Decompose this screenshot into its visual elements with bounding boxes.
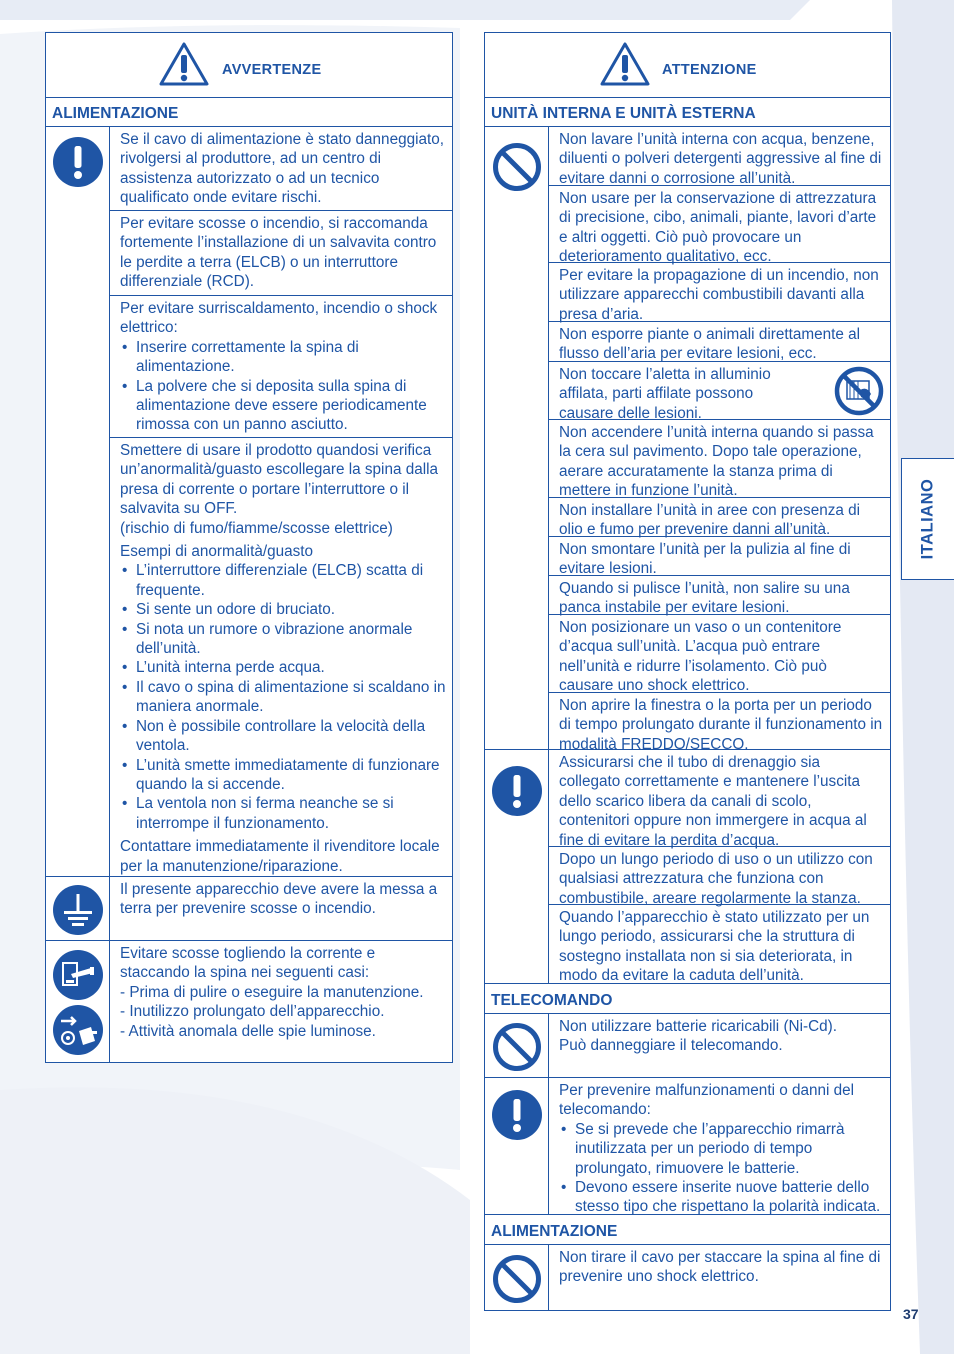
warning-cell-abnormality [110, 438, 452, 877]
icon-cell-prohibition [485, 1014, 549, 1078]
language-tab-label: ITALIANO [918, 478, 937, 560]
list-item: • Inserire correttamente la spina di alimentazione. [120, 338, 446, 377]
warning-triangle-icon [158, 41, 210, 87]
caution-text: Non usare per la conservazione di attrezzatura di precisione, cibo, animali, piante, lavori d’arte e altri oggetti. Ciò può provocare un deterioramento qualitativo, ecc. [559, 190, 877, 266]
caution-text: Per evitare la propagazione di un incendio, non utilizzare apparecchi combustibili davanti alla presa d’aria. [559, 267, 879, 323]
icon-cell-mandatory [485, 1078, 549, 1215]
warnings-header [46, 33, 452, 98]
warning-text: Evitare scosse togliendo la corrente e staccando la spina nei seguenti casi: [120, 945, 376, 982]
caution-text: Non toccare l’aletta in alluminio affilata, parti affilate possono causare delle lesioni. [559, 366, 771, 422]
caution-cell [549, 127, 890, 186]
warning-text: Per evitare surriscaldamento, incendio o shock elettrico: [120, 300, 438, 337]
section-title-remote: TELECOMANDO [485, 984, 890, 1014]
caution-title: ATTENZIONE [662, 62, 757, 78]
caution-cell [549, 186, 890, 266]
page-number: 37 [903, 1306, 919, 1322]
list-item: - Inutilizzo prolungato dell’apparecchio. [120, 1003, 385, 1021]
list-item: - Attività anomala delle spie luminose. [120, 1022, 376, 1040]
caution-text: Dopo un lungo periodo di uso o un utilizzo con qualsiasi attrezzatura che funziona con combustibile, areare regolarmente la stanza. [559, 851, 873, 907]
list-item: • Si nota un rumore o vibrazione anormale dell’unità. [120, 620, 446, 659]
list-item: • Il cavo o spina di alimentazione si scaldano in maniera anormale. [120, 678, 446, 717]
list-item: • La ventola non si ferma neanche se si interrompe il funzionamento. [120, 794, 446, 833]
caution-text: Per prevenire malfunzionamenti o danni del telecomando: [559, 1082, 855, 1119]
list-item: • L’unità interna perde acqua. [120, 658, 446, 677]
section-title-power: ALIMENTAZIONE [46, 97, 452, 127]
list-item: • La polvere che si deposita sulla spina di alimentazione deve essere periodicamente rimossa con un panno asciutto. [120, 377, 446, 435]
warning-triangle-icon [599, 41, 651, 87]
caution-text: Non accendere l’unità interna quando si passa la cera sul pavimento. Dopo tale operazione, aerare accuratamente la stanza prima di mettere in funzione l’unità. [559, 424, 874, 500]
caution-cell [549, 847, 890, 905]
no-touch-fin-icon [834, 366, 884, 416]
list-item: • L’unità smette immediatamente di funzionare quando la si accende. [120, 756, 446, 795]
language-tab[interactable] [901, 458, 954, 580]
warning-cell-elcb [110, 211, 452, 296]
warning-text: Contattare immediatamente il rivenditore locale per la manutenzione/riparazione. [120, 838, 440, 875]
list-item: - Prima di pulire o eseguire la manutenzione. [120, 983, 424, 1001]
warnings-panel [45, 32, 453, 1063]
caution-cell [549, 750, 890, 847]
section-title-units: UNITÀ INTERNA E UNITÀ ESTERNA [485, 97, 890, 127]
icon-cell-unplug [46, 941, 110, 1063]
caution-text: Non utilizzare batterie ricaricabili (Ni-Cd). [559, 1018, 837, 1035]
caution-text: Non esporre piante o animali direttamente al flusso dell’aria per evitare lesioni, ecc. [559, 326, 861, 363]
list-item: • Non è possibile controllare la velocità della ventola. [120, 717, 446, 756]
caution-text: Non lavare l’unità interna con acqua, benzene, diluenti o polveri detergenti aggressive al fine di evitare danni o corrosione all’unità. [559, 131, 882, 187]
caution-cell [549, 576, 890, 615]
warning-note: (rischio di fumo/fiamme/scosse elettrice) [120, 519, 393, 537]
caution-panel [484, 32, 891, 1311]
warning-text: Il presente apparecchio deve avere la messa a terra per prevenire scosse o incendio. [120, 881, 438, 918]
warning-cell-plug [110, 296, 452, 438]
warning-text: Se il cavo di alimentazione è stato danneggiato, rivolgersi al produttore, ad un centro di assistenza autorizzato o ad un tecnico qualificato onde evitare rischi. [120, 131, 444, 207]
icon-cell-prohibition [485, 1245, 549, 1311]
caution-cell [549, 615, 890, 693]
caution-text: Quando l’apparecchio è stato utilizzato per un lungo periodo, assicurarsi che la struttura di sostegno installata non si sia deteriorata, in modo da evitare la caduta dell’unità. [559, 909, 870, 985]
caution-cell [549, 905, 890, 984]
earth-ground-icon [53, 885, 103, 935]
prohibition-icon [492, 1022, 542, 1072]
caution-text: Non smontare l’unità per la pulizia al fine di evitare lesioni. [559, 541, 851, 578]
icon-cell-prohibition [485, 127, 549, 750]
warnings-title: AVVERTENZE [222, 62, 322, 78]
examples-title: Esempi di anormalità/guasto [120, 543, 314, 561]
list-item: • Se si prevede che l’apparecchio rimarrà inutilizzata per un periodo di tempo prolungato, rimuovere le batterie. [559, 1120, 884, 1178]
caution-text: Non posizionare un vaso o un contenitore d’acqua sull’unità. L’acqua può entrare nell’unità e ridurre l’isolamento. Ciò può causare uno shock elettrico. [559, 619, 842, 695]
caution-cell [549, 537, 890, 576]
caution-text: Può danneggiare il telecomando. [559, 1037, 783, 1055]
caution-cell [549, 420, 890, 498]
caution-cell [549, 362, 890, 420]
prohibition-icon [492, 1254, 542, 1304]
caution-text: Non tirare il cavo per staccare la spina al fine di prevenire uno shock elettrico. [559, 1249, 881, 1286]
section-title-power: ALIMENTAZIONE [485, 1215, 890, 1245]
icon-cell-earth [46, 877, 110, 941]
icon-cell-mandatory [485, 750, 549, 984]
unplug-icon [53, 1005, 103, 1055]
warning-cell-earth [110, 877, 452, 941]
warning-text: Smettere di usare il prodotto quandosi verifica un’anormalità/guasto escollegare la spina dalla presa di corrente o portare l’interruttore o il salvavita su OFF. [120, 442, 439, 518]
warning-cell-cable [110, 127, 452, 211]
caution-header [485, 33, 890, 98]
caution-text: Assicurarsi che il tubo di drenaggio sia collegato correttamente e mantenere l’uscita dello scarico libera da canali di scolo, contenitori oppure non immergere in acqua al fine di evitare la perdita d’acqua. [559, 754, 867, 849]
warning-text: Per evitare scosse o incendio, si raccomanda fortemente l’installazione di un salvavita contro le perdite a terra (ELCB) o un interruttore differenziale (RCD). [120, 215, 437, 291]
mandatory-icon [492, 1090, 542, 1140]
caution-cell [549, 693, 890, 753]
list-item: • L’interruttore differenziale (ELCB) scatta di frequente. [120, 561, 446, 600]
unplug-icon [53, 950, 103, 1000]
caution-text: Quando si pulisce l’unità, non salire su una panca instabile per evitare lesioni. [559, 580, 850, 617]
mandatory-icon [53, 137, 103, 187]
caution-text: Non aprire la finestra o la porta per un periodo di tempo prolungato durante il funzionamento in modalità FREDDO/SECCO. [559, 697, 883, 753]
warning-cell-unplug [110, 941, 452, 1063]
caution-text: Non installare l’unità in aree con presenza di olio e fumo per prevenire danni all’unità. [559, 502, 861, 539]
caution-cell-power [549, 1245, 890, 1311]
caution-cell-remote-care [549, 1078, 890, 1215]
caution-cell [549, 498, 890, 537]
caution-cell-remote-battery [549, 1014, 890, 1078]
list-item: • Devono essere inserite nuove batterie dello stesso tipo che rispettano la polarità indicata. [559, 1178, 884, 1217]
mandatory-icon [492, 766, 542, 816]
caution-cell [549, 263, 890, 322]
icon-cell-mandatory [46, 127, 110, 877]
list-item: • Si sente un odore di bruciato. [120, 600, 446, 619]
prohibition-icon [492, 142, 542, 192]
caution-cell [549, 322, 890, 362]
